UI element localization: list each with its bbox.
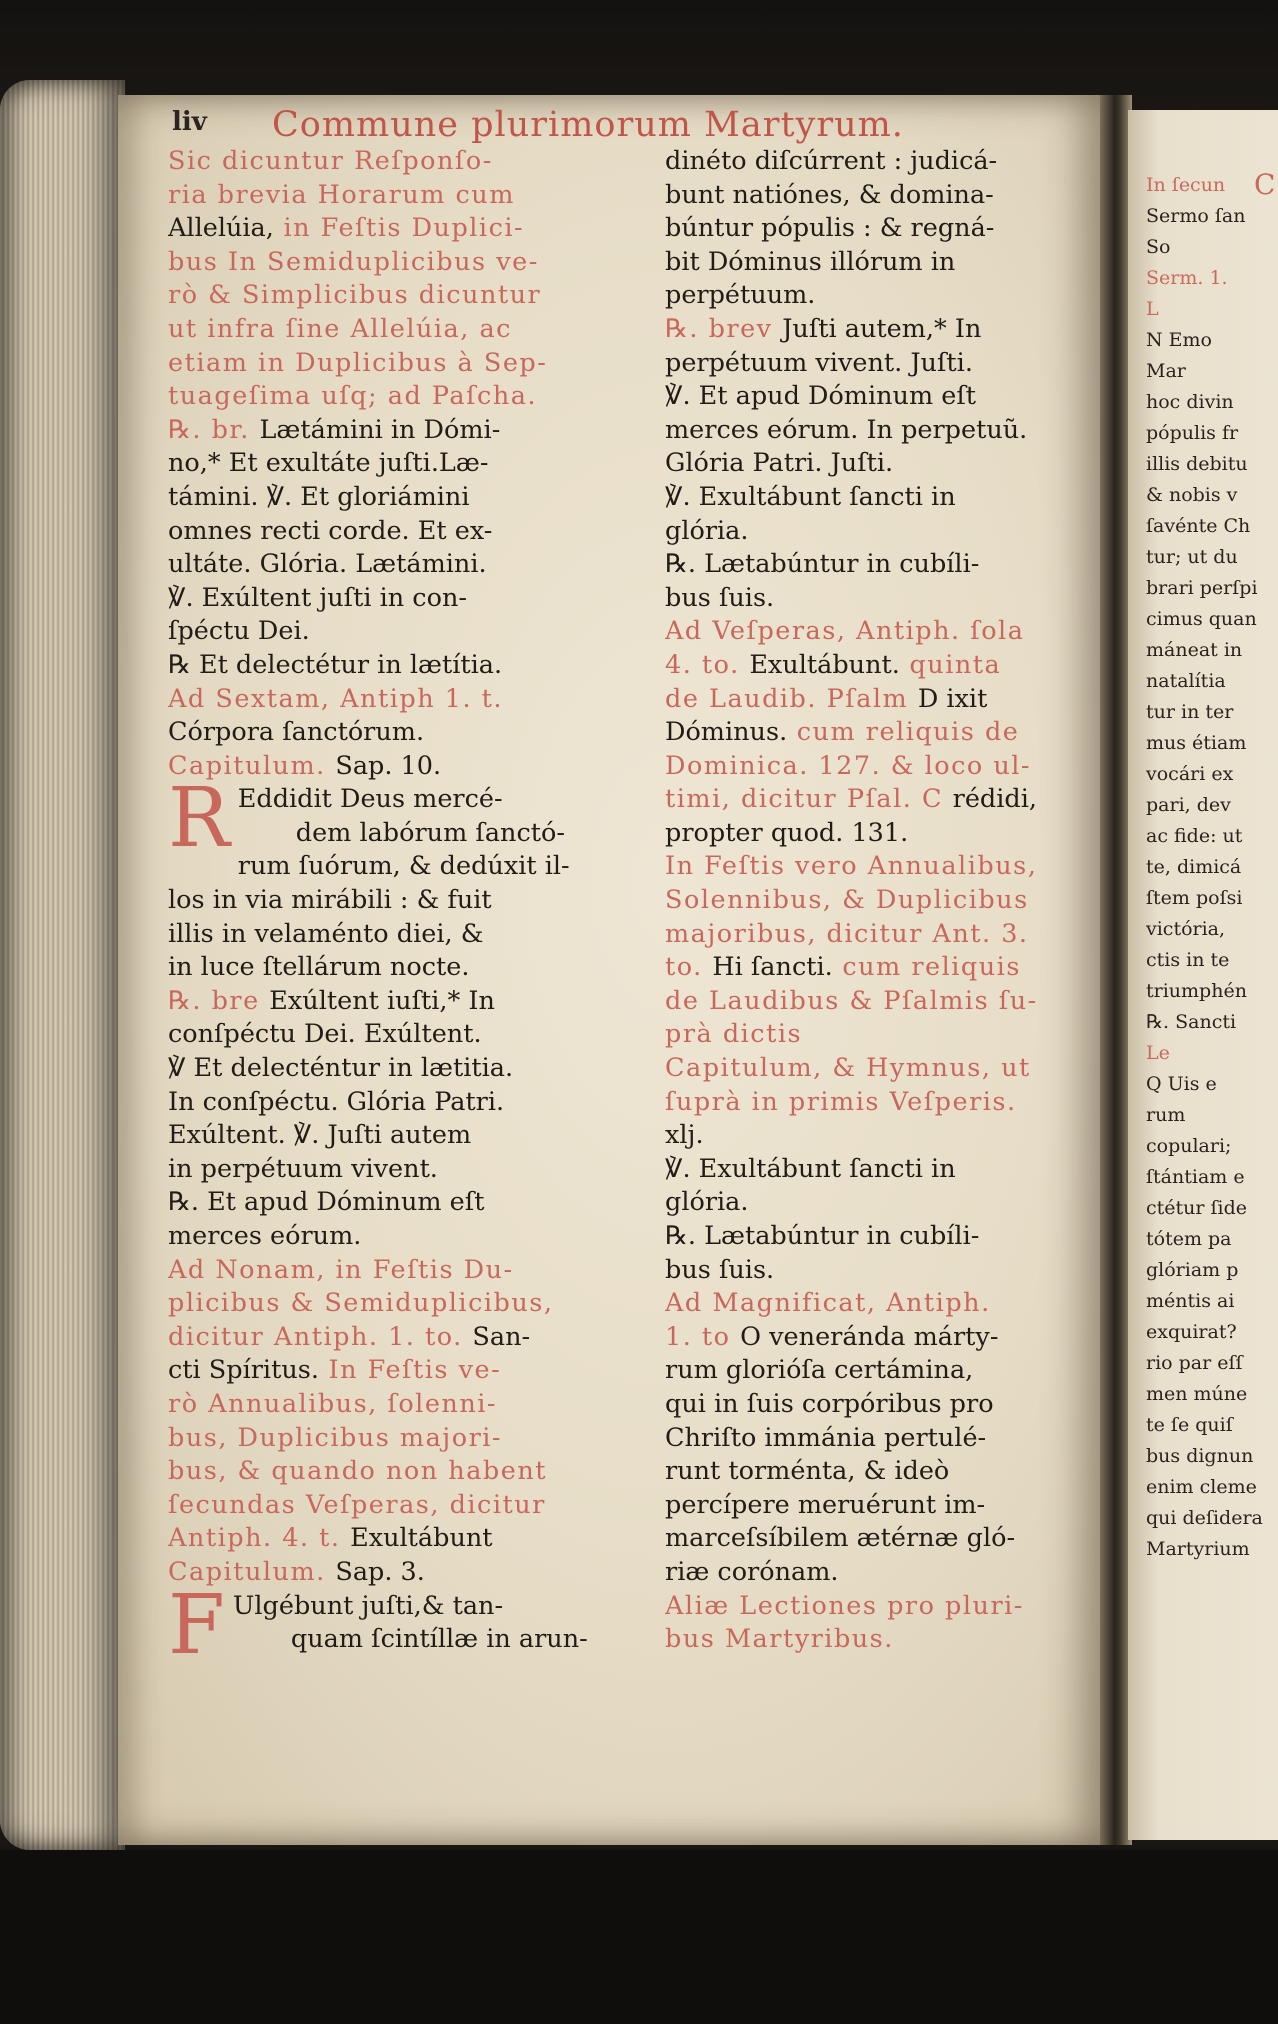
facing-page-line: illis debitu <box>1146 453 1248 475</box>
facing-page-line: In ſecun <box>1146 174 1226 196</box>
body-text: bunt natiónes, & domina- <box>665 179 994 210</box>
body-text: ℣. Exultábunt ſancti in <box>665 1153 956 1184</box>
left-column-line <box>168 1018 600 1052</box>
page-number: liv <box>172 107 207 137</box>
left-column-line <box>168 1455 600 1489</box>
rubric-text: de Laudib. Pſalm <box>665 683 918 714</box>
facing-page-text <box>1146 170 1278 1565</box>
left-column-line <box>168 414 600 448</box>
facing-page-line: enim cleme <box>1146 1476 1257 1498</box>
rubric-text: Aliæ Lectiones pro pluri- <box>665 1590 1024 1621</box>
facing-page-line: Mar <box>1146 360 1186 382</box>
left-column-line <box>168 716 600 750</box>
left-column-line <box>168 750 600 784</box>
left-column-line <box>168 1052 600 1086</box>
right-column-line <box>665 347 1093 381</box>
right-column-line <box>665 817 1093 851</box>
body-text: propter quod. 131. <box>665 817 909 848</box>
facing-page-line: ac fide: ut <box>1146 825 1243 847</box>
left-column-line <box>168 347 600 381</box>
body-text: Juſti autem,* In <box>782 313 982 344</box>
body-text: riæ corónam. <box>665 1556 839 1587</box>
right-column-line <box>665 1556 1093 1590</box>
rubric-text: bus In Semiduplicibus ve- <box>168 246 539 277</box>
facing-page-line: L <box>1146 298 1159 320</box>
right-column-line <box>665 1623 1093 1657</box>
facing-page-line: & nobis v <box>1146 484 1238 506</box>
right-column-line <box>665 1388 1093 1422</box>
right-column-line <box>665 380 1093 414</box>
left-column-line <box>168 1153 600 1187</box>
body-text: bit Dóminus illórum in <box>665 246 956 277</box>
right-column-line <box>665 1321 1093 1355</box>
rubric-text: Dominica. 127. & loco ul- <box>665 750 1032 781</box>
body-text: Exultábunt <box>350 1523 493 1554</box>
body-text: Eddidit Deus mercé- <box>237 784 503 815</box>
body-text: rum ſuórum, & dedúxit il- <box>237 851 570 882</box>
facing-page-line: glóriam p <box>1146 1259 1239 1281</box>
right-column-line <box>665 1287 1093 1321</box>
rubric-text: rò & Simplicibus dicuntur <box>168 280 542 311</box>
right-column-line <box>665 1186 1093 1220</box>
left-column-line <box>168 380 600 414</box>
facing-page-line: tur; ut du <box>1146 546 1238 568</box>
facing-page-line: tótem pa <box>1146 1228 1232 1250</box>
facing-page-line: qui deſidera <box>1146 1507 1263 1529</box>
body-text: dem labórum ſanctó- <box>295 817 565 848</box>
facing-page-line: ctétur ſide <box>1146 1197 1248 1219</box>
left-column-line <box>168 548 600 582</box>
left-column-line <box>168 1254 600 1288</box>
rubric-text: de Laudibus & Pſalmis ſu- <box>665 985 1038 1016</box>
facing-page-line: ſtántiam e <box>1146 1166 1245 1188</box>
facing-page-line: cimus quan <box>1146 608 1257 630</box>
right-column-line <box>665 548 1093 582</box>
body-text: ℞. Lætabúntur in cubíli- <box>665 549 980 580</box>
body-text: búntur pópulis : & regná- <box>665 213 995 244</box>
left-column <box>168 145 600 1673</box>
right-column-line <box>665 1153 1093 1187</box>
rubric-text: quinta <box>899 649 1002 680</box>
left-column-line <box>168 985 600 1019</box>
left-column-line <box>168 615 600 649</box>
body-text: in luce ſtellárum nocte. <box>168 952 470 983</box>
left-column-line <box>168 649 600 683</box>
body-text: Exúltent. ℣. Juſti autem <box>168 1120 472 1151</box>
rubric-text: In Feſtis vero Annualibus, <box>665 851 1038 882</box>
right-column-line <box>665 515 1093 549</box>
left-column-line <box>168 212 600 246</box>
left-column-line <box>168 313 600 347</box>
body-text: ℣ Et delecténtur in lætitia. <box>168 1053 514 1084</box>
body-text: ſpéctu Dei. <box>168 616 310 647</box>
rubric-text: tuageſima uſq; ad Paſcha. <box>168 381 538 412</box>
left-column-line <box>168 1422 600 1456</box>
facing-page-line: Q Uis e <box>1146 1073 1217 1095</box>
rubric-text: Ad Nonam, in Feſtis Du- <box>168 1254 514 1285</box>
page-block-edges <box>0 80 125 1850</box>
drop-capital: R <box>168 771 230 867</box>
body-text: runt torménta, & ideò <box>665 1456 950 1487</box>
facing-page-line: pari, dev <box>1146 794 1231 816</box>
body-text: ℞. Lætabúntur in cubíli- <box>665 1221 980 1251</box>
right-column-line <box>665 145 1093 179</box>
body-text: bus ſuis. <box>665 1254 775 1285</box>
facing-page-line: Le <box>1146 1042 1170 1064</box>
rubric-text: Ad Magnificat, Antiph. <box>665 1288 991 1319</box>
facing-page-line: máneat in <box>1146 639 1243 661</box>
rubric-text: ſecundas Veſperas, dicitur <box>168 1489 546 1520</box>
body-text: ultáte. Glória. Lætámini. <box>168 549 487 580</box>
facing-page-line: te, dimicá <box>1146 856 1242 878</box>
right-column <box>665 145 1093 1657</box>
right-column-line <box>665 582 1093 616</box>
facing-page-line: ſavénte Ch <box>1146 515 1251 537</box>
facing-page-line: ℞. Sancti <box>1146 1011 1237 1033</box>
facing-page-line: rio par eſſ <box>1146 1352 1243 1374</box>
rubric-text: Solennibus, & Duplicibus <box>665 885 1029 916</box>
left-column-line <box>168 145 600 179</box>
body-text: O veneránda márty- <box>740 1321 999 1352</box>
body-text: los in via mirábili : & fuit <box>168 885 492 916</box>
left-column-line <box>168 884 600 918</box>
right-column-line <box>665 1590 1093 1624</box>
body-text: Exúltent iuſti,* In <box>269 985 495 1016</box>
right-column-line <box>665 1052 1093 1086</box>
body-text: merces eórum. In perpetuũ. <box>665 414 1028 445</box>
rubric-text: ℞. bre <box>168 985 270 1016</box>
body-text: D ixit <box>917 683 988 714</box>
body-text: Dóminus. <box>665 717 788 748</box>
left-column-line <box>168 918 600 952</box>
facing-page-line: brari perſpi <box>1146 577 1258 599</box>
rubric-text: In Feſtis ve- <box>318 1355 502 1386</box>
body-text: qui in ſuis corpóribus pro <box>665 1388 994 1419</box>
body-text: Allelúia, <box>168 213 274 244</box>
left-column-line <box>168 279 600 313</box>
left-column-line <box>168 515 600 549</box>
rubric-text: plicibus & Semiduplicibus, <box>168 1288 554 1319</box>
facing-page-line: triumphén <box>1146 980 1247 1002</box>
body-text: perpétuum vivent. Juſti. <box>665 347 973 378</box>
facing-page-line: So <box>1146 236 1171 258</box>
left-column-line <box>168 1556 600 1590</box>
facing-page-line: copulari; <box>1146 1135 1232 1157</box>
right-column-line <box>665 1522 1093 1556</box>
right-column-line <box>665 1119 1093 1153</box>
rubric-text: cum reliquis <box>832 952 1021 983</box>
left-column-line <box>168 1086 600 1120</box>
facing-page-line: Serm. 1. <box>1146 267 1228 289</box>
rubric-text: majoribus, dicitur Ant. 3. <box>665 918 1029 949</box>
right-column-line <box>665 1489 1093 1523</box>
left-column-line <box>168 1522 600 1556</box>
facing-page-line: men múne <box>1146 1383 1248 1405</box>
facing-page-line: pópulis fr <box>1146 422 1239 444</box>
facing-page-line: méntis ai <box>1146 1290 1235 1312</box>
body-text: Córpora ſanctórum. <box>168 717 425 748</box>
facing-page-line: victória, <box>1146 918 1226 940</box>
left-column-line <box>168 1321 600 1355</box>
right-column-line <box>665 179 1093 213</box>
left-column-line <box>168 1119 600 1153</box>
body-text: xlj. <box>665 1120 704 1151</box>
facing-page-line: bus dignun <box>1146 1445 1254 1467</box>
rubric-text: rò Annualibus, ſolenni- <box>168 1388 498 1419</box>
left-column-line <box>168 1489 600 1523</box>
facing-page-line: mus étiam <box>1146 732 1247 754</box>
body-text: Exultábunt. <box>749 649 900 680</box>
body-text: Hi ſancti. <box>712 952 833 983</box>
left-column-line <box>168 1354 600 1388</box>
rubric-text: Ad Sextam, Antiph 1. t. <box>168 683 504 714</box>
left-column-line <box>168 1186 600 1220</box>
body-text: merces eórum. <box>168 1221 362 1251</box>
right-column-line <box>665 1254 1093 1288</box>
rubric-text: 1. to <box>665 1321 741 1352</box>
body-text: omnes recti corde. Et ex- <box>168 515 493 546</box>
right-column-line <box>665 750 1093 784</box>
left-column-line <box>168 683 600 717</box>
body-text: dinéto diſcúrrent : judicá- <box>665 146 998 176</box>
body-text: glória. <box>665 515 749 546</box>
running-title: Commune plurimorum Martyrum. <box>272 105 904 145</box>
right-column-line <box>665 1455 1093 1489</box>
rubric-text: Sic dicuntur Reſponſo- <box>168 146 493 176</box>
left-column-line <box>168 582 600 616</box>
left-column-line <box>238 850 600 884</box>
right-column-line <box>665 1422 1093 1456</box>
facing-page-line: tur in ter <box>1146 701 1234 723</box>
body-text: Ulgébunt juſti,& tan- <box>232 1590 504 1621</box>
body-text: ℣. Et apud Dóminum eſt <box>665 381 977 412</box>
body-text: Glória Patri. Juſti. <box>665 448 894 479</box>
rubric-text: prà dictis <box>665 1019 803 1050</box>
right-column-line <box>665 951 1093 985</box>
rubric-text: etiam in Duplicibus à Sep- <box>168 347 548 378</box>
facing-page-line: N Emo <box>1146 329 1212 351</box>
rubric-text: Capitulum. <box>168 750 336 781</box>
body-text: illis in velaménto diei, & <box>168 918 484 949</box>
right-column-line <box>665 313 1093 347</box>
right-column-line <box>665 481 1093 515</box>
left-column-line <box>168 1220 600 1254</box>
rubric-text: ria brevia Horarum cum <box>168 179 515 210</box>
right-column-line <box>665 850 1093 884</box>
rubric-text: 4. to. <box>665 649 750 680</box>
facing-page-line: hoc divin <box>1146 391 1234 413</box>
facing-page <box>1128 110 1278 1840</box>
rubric-text: Capitulum, & Hymnus, ut <box>665 1053 1031 1084</box>
rubric-text: bus, & quando non habent <box>168 1456 548 1487</box>
body-text: San- <box>472 1321 531 1352</box>
facing-page-line: vocári ex <box>1146 763 1234 785</box>
left-column-line <box>233 1623 600 1657</box>
right-column-line <box>665 1018 1093 1052</box>
right-column-line <box>665 615 1093 649</box>
body-text: in perpétuum vivent. <box>168 1153 438 1184</box>
right-column-line <box>665 985 1093 1019</box>
right-column-line <box>665 683 1093 717</box>
left-column-line <box>168 179 600 213</box>
right-column-line <box>665 1086 1093 1120</box>
body-text: Sap. 10. <box>335 750 442 781</box>
right-column-line <box>665 649 1093 683</box>
left-column-line <box>168 481 600 515</box>
body-text: glória. <box>665 1187 749 1218</box>
left-column-line <box>168 1287 600 1321</box>
rubric-text: cum reliquis de <box>787 717 1020 748</box>
rubric-text: to. <box>665 952 713 983</box>
rubric-text: ſuprà in primis Veſperis. <box>665 1086 1017 1117</box>
rubric-text: ℞. br. <box>168 414 260 445</box>
rubric-text: in Feſtis Duplici- <box>273 213 525 244</box>
rubric-text: dicitur Antiph. 1. to. <box>168 1321 473 1352</box>
facing-page-line: Sermo ſan <box>1146 205 1246 227</box>
table-surface <box>0 1850 1278 2024</box>
right-column-line <box>665 884 1093 918</box>
rubric-text: ℞. brev <box>665 313 783 344</box>
drop-capital: F <box>168 1577 225 1673</box>
right-column-line <box>665 783 1093 817</box>
body-text: percípere meruérunt im- <box>665 1489 986 1520</box>
rubric-text: Capitulum. <box>168 1556 336 1587</box>
facing-page-line: ſtem poſsi <box>1146 887 1243 909</box>
rubric-text: timi, dicitur Pſal. C <box>665 784 953 815</box>
left-column-line <box>168 447 600 481</box>
left-column-line <box>168 951 600 985</box>
facing-page-line: natalítia <box>1146 670 1226 692</box>
body-text: perpétuum. <box>665 280 816 311</box>
facing-page-line: exquirat? <box>1146 1321 1237 1343</box>
body-text: ℣. Exultábunt ſancti in <box>665 481 956 512</box>
body-text: ℞. Et apud Dóminum eſt <box>168 1187 485 1218</box>
left-column-line <box>168 246 600 280</box>
body-text: Sap. 3. <box>335 1556 425 1587</box>
body-text: cti Spíritus. <box>168 1355 319 1386</box>
body-text: rédidi, <box>952 784 1037 815</box>
body-text: Chriſto immánia pertulé- <box>665 1422 987 1453</box>
right-column-line <box>665 1354 1093 1388</box>
right-column-line <box>665 414 1093 448</box>
rubric-text: Antiph. 4. t. <box>168 1523 351 1554</box>
facing-page-head: C <box>1254 168 1276 201</box>
right-column-line <box>665 716 1093 750</box>
facing-page-line: rum <box>1146 1104 1186 1126</box>
right-column-line <box>665 447 1093 481</box>
right-column-line <box>665 246 1093 280</box>
facing-page-line: ctis in te <box>1146 949 1230 971</box>
body-text: ℣. Exúltent juſti in con- <box>168 582 467 613</box>
rubric-text: bus Martyribus. <box>665 1624 894 1655</box>
body-text: marceſsíbilem ætérnæ gló- <box>665 1523 1016 1554</box>
body-text: In conſpéctu. Glória Patri. <box>168 1086 505 1117</box>
rubric-text: bus, Duplicibus majori- <box>168 1422 503 1453</box>
body-text: Lætámini in Dómi- <box>259 414 501 445</box>
body-text: ℞ Et delectétur in lætítia. <box>168 649 503 680</box>
body-text: bus ſuis. <box>665 582 775 613</box>
body-text: conſpéctu Dei. Exúltent. <box>168 1019 482 1050</box>
rubric-text: Ad Veſperas, Antiph. ſola <box>665 616 1025 647</box>
right-column-line <box>665 1220 1093 1254</box>
rubric-text: ut infra ſine Allelúia, ac <box>168 313 512 344</box>
right-column-line <box>665 279 1093 313</box>
body-text: quam ſcintíllæ in arun- <box>290 1624 588 1655</box>
body-text: támini. ℣. Et gloriámini <box>168 481 470 512</box>
right-column-line <box>665 212 1093 246</box>
left-column-line <box>238 817 600 851</box>
body-text: no,* Et exultáte juſti.Læ- <box>168 448 489 479</box>
body-text: rum glorióſa certámina, <box>665 1355 974 1386</box>
facing-page-line: Martyrium <box>1146 1538 1250 1560</box>
page-header <box>172 105 1072 145</box>
facing-page-line: te ſe quiſ <box>1146 1414 1233 1436</box>
left-column-line <box>168 1388 600 1422</box>
right-column-line <box>665 918 1093 952</box>
